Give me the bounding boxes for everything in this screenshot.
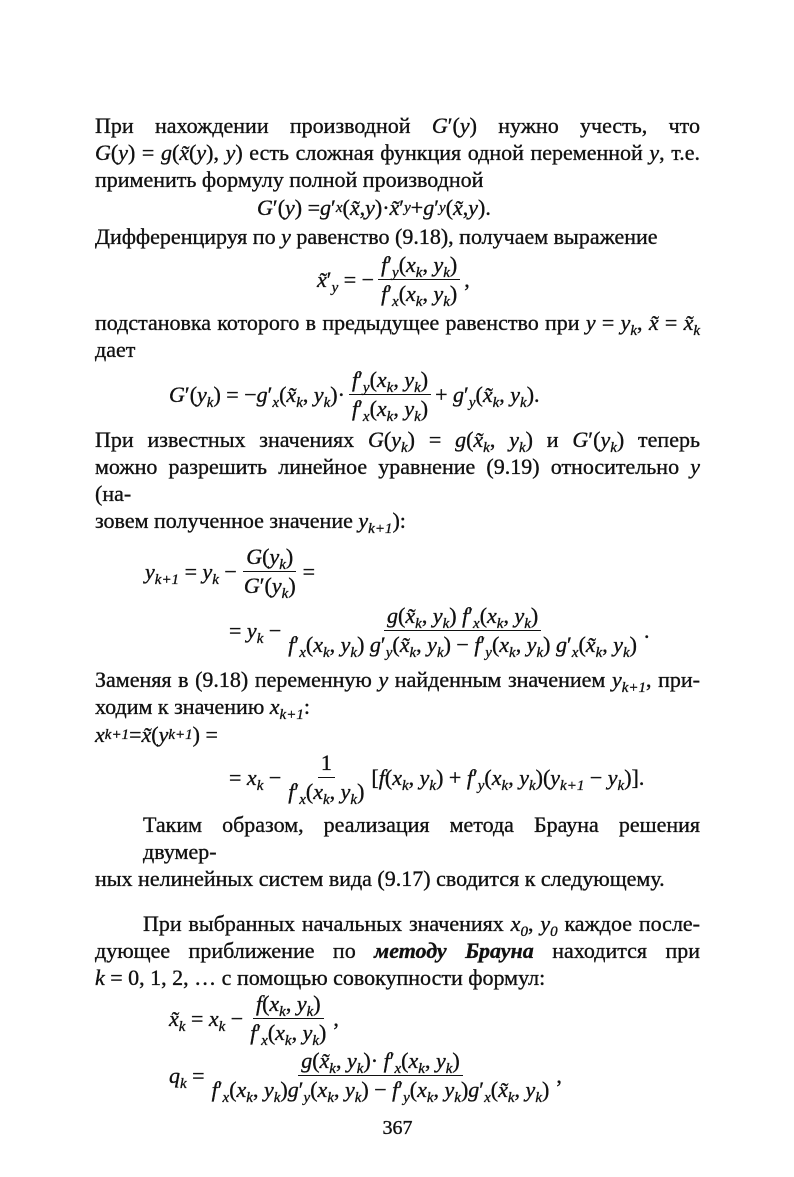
formula-left: = $y_k$ − — [229, 617, 282, 647]
formula-left: $x̃_k = x_k$ − — [169, 1005, 244, 1035]
text-line: Таким образом, реализация метода Брауна решения двумер- — [143, 812, 700, 864]
denominator: $G'(y_k)$ — [243, 573, 296, 602]
formula-G-derivative — [169, 367, 700, 425]
text-line: Заменяя в (9.18) переменную y найденным значением $y_{k+1}$, при- — [95, 667, 701, 696]
formula-left: $q_k$ = — [169, 1062, 205, 1092]
formula-q — [169, 1048, 700, 1106]
formula-x-tilde — [169, 991, 700, 1049]
denominator: $f'_x(x_k$, $y_k$) — [381, 281, 458, 310]
formula-x-next: x k+1 = x̃ ( y k+1 ) = — [95, 722, 218, 747]
text-line: можно разрешить линейное уравнение (9.19) относительно y (на- — [95, 454, 700, 506]
numerator: $f'_y(x_k$, $y_k$) — [349, 367, 431, 395]
formula-right: . — [644, 617, 650, 643]
formula-total-derivative: G ′( y ) = g ′ x ( x̃ , y )· x̃ ′ y + g ′ y ( x̃ , y ). — [257, 195, 491, 220]
denominator: $f'_x(x_k$, $y_k)g'_y(x_k$, $y_k) - f'_y(x_k$, $y_k)g'_x(x̃_k$, $y_k$) — [211, 1077, 550, 1106]
text-line: ных нелинейных систем вида (9.17) сводится к следующему. — [95, 866, 665, 891]
formula-xy-derivative — [317, 252, 700, 310]
formula-right: , — [556, 1062, 562, 1088]
denominator: $f'_x(x_k$, $y_k$) $g'_y(x̃_k$, $y_k) - f'_y(x_k$, $y_k$) $g'_x(x̃_k$, $y_k$) — [288, 632, 637, 661]
formula-right: + $g'_y(x̃_k$, $y_k$). — [435, 381, 540, 411]
numerator: 1 — [318, 750, 335, 778]
denominator: $f'_x(x_k$, $y_k$) — [351, 396, 429, 425]
text-line: применить формулу полной производной — [95, 167, 484, 192]
numerator: $g(x̃_k$, $y_k$) $f'_x(x_k$, $y_k$) — [384, 603, 541, 631]
formula-x-next-expanded — [229, 750, 700, 808]
text-line: подстановка которого в предыдущее равенство при $y = y_k$, x̃ = $x̃_k$ — [95, 310, 700, 339]
page-number: 367 — [382, 1117, 413, 1139]
page — [95, 112, 700, 1141]
formula-right: = — [302, 558, 316, 584]
numerator: $f(x_k$, $y_k$) — [253, 991, 324, 1019]
formula-y-next-expanded — [229, 603, 700, 661]
text-line: зовем полученное значение $y_{k+1}$): — [95, 508, 406, 537]
formula-left: = $x_k$ − — [229, 764, 282, 794]
denominator: $f'_x(x_k$, $y_k$) — [288, 779, 365, 808]
text-line: При известных значениях $G(y_k)$ = $g(x̃_k$, $y_k$) и $G'(y_k)$ теперь — [95, 427, 700, 456]
numerator: $G(y_k)$ — [243, 544, 296, 572]
text-line: дующее приближение по методу Брауна находится при — [95, 938, 700, 963]
denominator: $f'_x(x_k$, $y_k$) — [250, 1020, 327, 1049]
text-line: При выбранных начальных значениях $x_0$, $y_0$ каждое после- — [143, 911, 701, 940]
formula-right: [$f(x_k$, $y_k) + f'_y(x_k$, $y_k)(y_{k+1} - y_k)$]. — [371, 764, 645, 794]
text-line: k = 0, 1, 2, … с помощью совокупности формул: — [95, 965, 546, 990]
formula-left: $G'(y_k)$ = $-g'_x(x̃_k$, $y_k)\cdot$ — [169, 381, 345, 411]
text-line: ходим к значению $x_{k+1}$: — [95, 694, 310, 723]
text-line: Дифференцируя по y равенство (9.18), получаем выражение — [95, 224, 658, 249]
numerator: $f'_y(x_k$, $y_k$) — [378, 252, 460, 280]
text-line: дает — [95, 337, 136, 362]
formula-left: $y_{k+1} = y_k$ − — [145, 558, 237, 588]
formula-right: , — [333, 1005, 339, 1031]
text-line: G(y) = g(x̃(y), y) есть сложная функция одной переменной y, т.е. — [95, 140, 701, 165]
numerator: $g(x̃_k$, $y_k)\cdot f'_x(x_k$, $y_k$) — [298, 1048, 463, 1076]
formula-y-next — [145, 544, 700, 602]
formula-right: , — [464, 266, 470, 292]
formula-left: $x̃'_y$ = − — [317, 266, 375, 296]
text-line: При нахождении производной G′(y) нужно учесть, что — [95, 113, 701, 138]
